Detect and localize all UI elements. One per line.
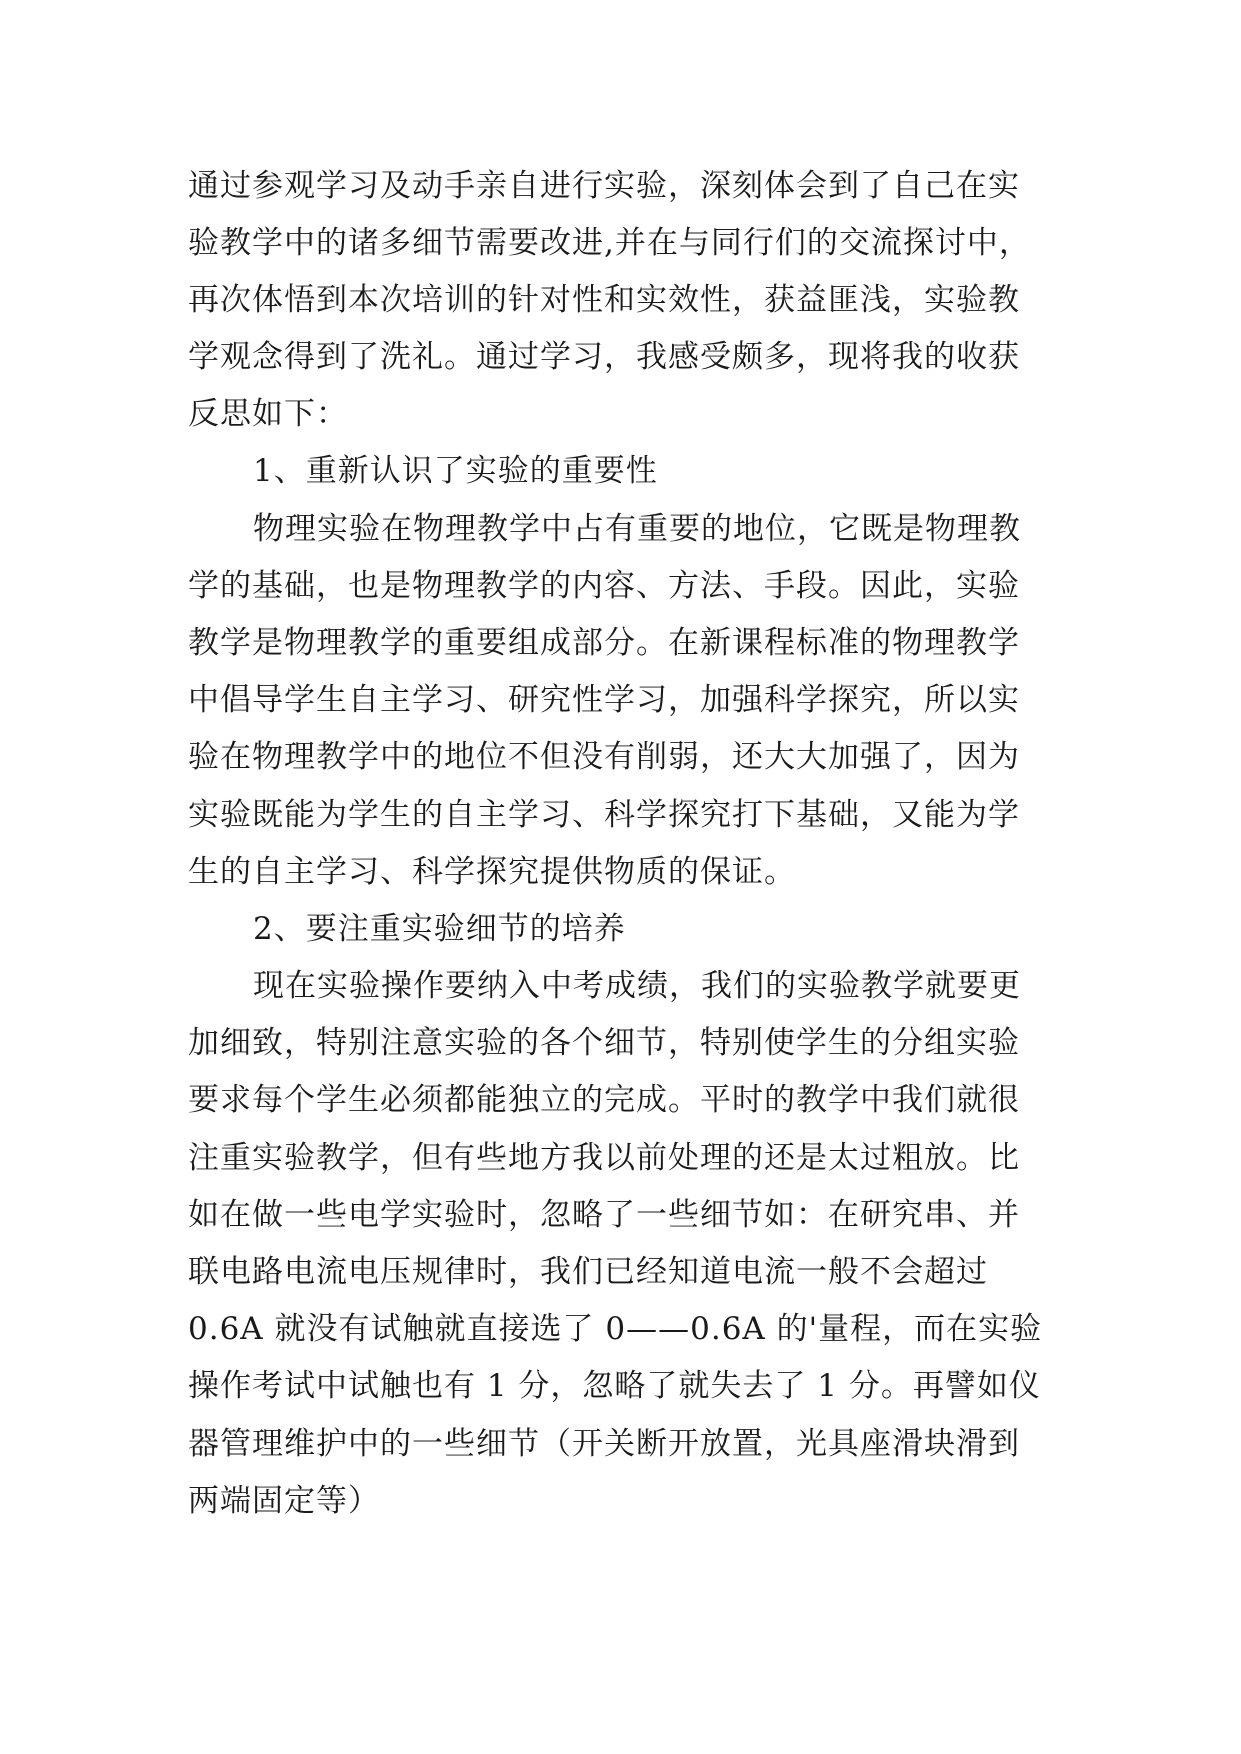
paragraph-line: 学观念得到了洗礼。通过学习，我感受颇多，现将我的收获 <box>188 339 1020 375</box>
paragraph-line: 中倡导学生自主学习、研究性学习，加强科学探究，所以实 <box>188 682 1020 718</box>
paragraph-line: 联电路电流电压规律时，我们已经知道电流一般不会超过 <box>188 1254 988 1290</box>
paragraph-line: 注重实验教学，但有些地方我以前处理的还是太过粗放。比 <box>188 1140 1020 1176</box>
paragraph-line: 两端固定等） <box>188 1483 380 1519</box>
paragraph-line: 现在实验操作要纳入中考成绩，我们的实验教学就要更 <box>253 968 1021 1004</box>
paragraph-line: 反思如下： <box>188 396 348 432</box>
paragraph-line: 要求每个学生必须都能独立的完成。平时的教学中我们就很 <box>188 1082 1020 1118</box>
paragraph-line: 如在做一些电学实验时，忽略了一些细节如：在研究串、并 <box>188 1197 1020 1233</box>
paragraph-line: 教学是物理教学的重要组成部分。在新课程标准的物理教学 <box>188 625 1020 661</box>
paragraph-line: 验教学中的诸多细节需要改进,并在与同行们的交流探讨中， <box>188 225 1031 261</box>
paragraph-line: 学的基础，也是物理教学的内容、方法、手段。因此，实验 <box>188 568 1020 604</box>
paragraph-line: 验在物理教学中的地位不但没有削弱，还大大加强了，因为 <box>188 739 1020 775</box>
paragraph-line: 物理实验在物理教学中占有重要的地位，它既是物理教 <box>253 511 1021 547</box>
section-heading: 2、要注重实验细节的培养 <box>253 911 626 947</box>
paragraph-line: 0.6A 就没有试触就直接选了 0——0.6A 的'量程，而在实验 <box>188 1311 1043 1347</box>
paragraph-line: 通过参观学习及动手亲自进行实验，深刻体会到了自己在实 <box>188 168 1020 204</box>
paragraph-line: 器管理维护中的一些细节（开关断开放置，光具座滑块滑到 <box>188 1426 1020 1462</box>
paragraph-line: 操作考试中试触也有 1 分，忽略了就失去了 1 分。再譬如仪 <box>188 1368 1041 1404</box>
paragraph-line: 生的自主学习、科学探究提供物质的保证。 <box>188 854 796 890</box>
paragraph-line: 再次体悟到本次培训的针对性和实效性，获益匪浅，实验教 <box>188 282 1020 318</box>
paragraph-line: 加细致，特别注意实验的各个细节，特别使学生的分组实验 <box>188 1025 1020 1061</box>
paragraph-line: 实验既能为学生的自主学习、科学探究打下基础，又能为学 <box>188 797 1020 833</box>
section-heading: 1、重新认识了实验的重要性 <box>253 453 658 489</box>
